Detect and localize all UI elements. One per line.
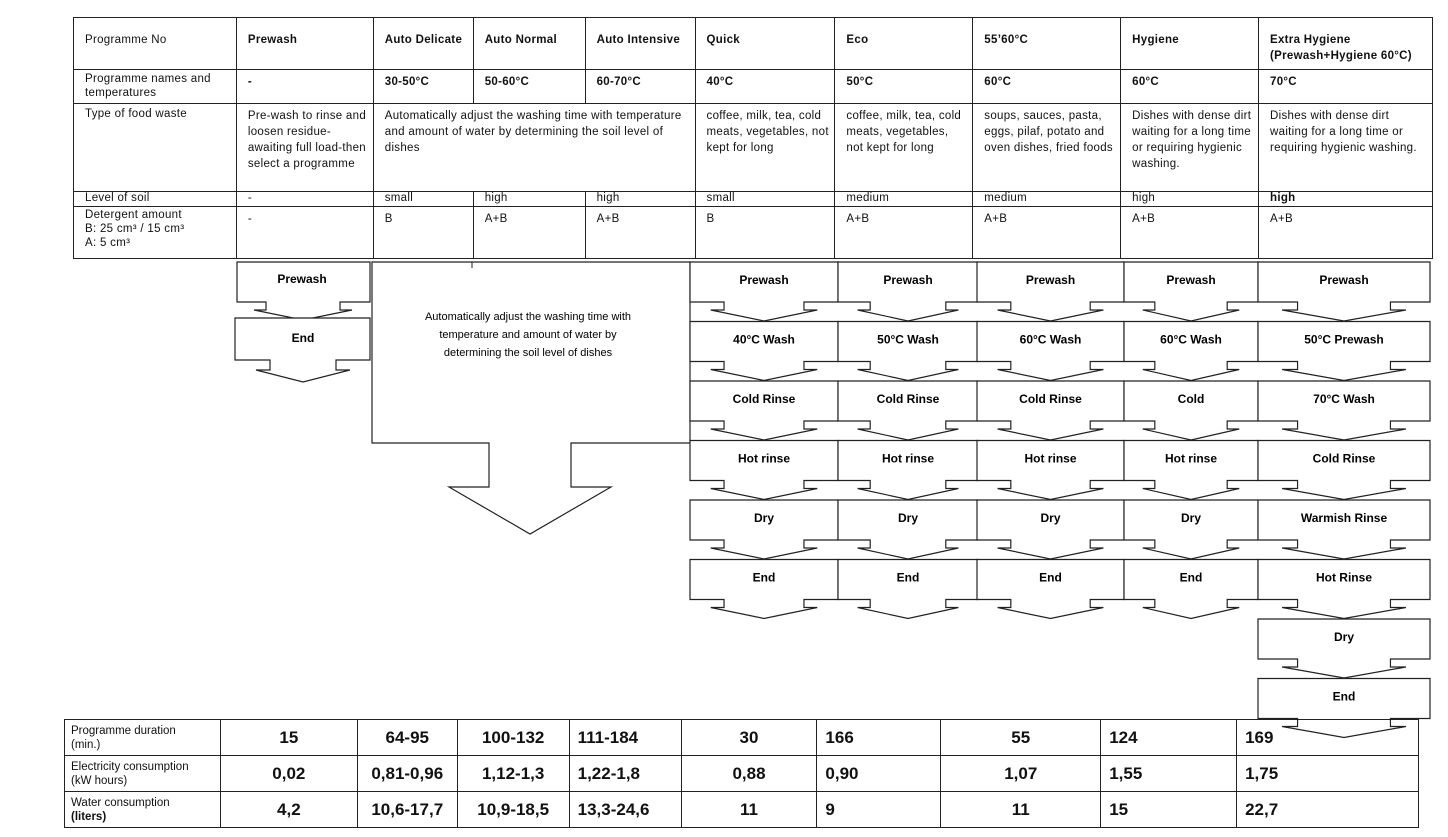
electricity-cell: 1,22-1,8 — [569, 756, 681, 792]
auto-text-line: determining the soil level of dishes — [443, 347, 613, 359]
flow-step-shape — [690, 262, 838, 321]
detergent-a: A: 5 cm³ — [85, 237, 131, 249]
row-label-soil: Level of soil — [74, 192, 237, 207]
flow-step-shape — [1124, 262, 1258, 321]
flow-step-label: Prewash — [1166, 273, 1216, 287]
flow-step-label: Prewash — [277, 272, 327, 286]
temp-cell: 60-70°C — [585, 70, 695, 104]
flow-step-label: Hot rinse — [881, 451, 935, 466]
flow-step-shape — [690, 560, 838, 619]
electricity-cell: 0,02 — [220, 756, 357, 792]
soil-cell: - — [236, 192, 373, 207]
duration-cell: 111-184 — [569, 720, 681, 756]
flow-step-shape — [838, 322, 978, 381]
flow-step-columns — [690, 262, 1430, 738]
temp-cell: - — [236, 70, 373, 104]
flow-step-shape — [838, 381, 978, 440]
flow-step-shape — [977, 500, 1124, 559]
detergent-cell: A+B — [1121, 207, 1259, 259]
duration-cell: 64-95 — [357, 720, 457, 756]
food-auto: Automatically adjust the washing time with temperature and amount of water by determining the soil level of dishes — [373, 104, 695, 192]
duration-cell: 124 — [1101, 720, 1237, 756]
food-55-60: soups, sauces, pasta, eggs, pilaf, potato and oven dishes, fried foods — [973, 104, 1121, 192]
soil-cell: medium — [835, 192, 973, 207]
flow-step-shape — [1124, 322, 1258, 381]
soil-cell: medium — [973, 192, 1121, 207]
duration-cell: 100-132 — [457, 720, 569, 756]
temp-cell: 60°C — [973, 70, 1121, 104]
flow-step-shape — [690, 381, 838, 440]
header-55-60: 55’60°C — [973, 18, 1121, 70]
auto-arrow-shape — [372, 262, 690, 534]
flow-step-shape — [1258, 441, 1430, 500]
temp-cell: 50-60°C — [473, 70, 585, 104]
flow-step-label: Prewash — [1025, 273, 1076, 287]
flow-step-label: Prewash — [883, 273, 933, 287]
flow-step-shape — [977, 322, 1124, 381]
flow-step-shape — [977, 560, 1124, 619]
soil-cell: small — [695, 192, 835, 207]
detergent-cell: A+B — [585, 207, 695, 259]
flow-step-shape — [838, 441, 978, 500]
water-cell: 10,6-17,7 — [357, 792, 457, 828]
flow-step-shape — [977, 441, 1124, 500]
electricity-cell: 1,55 — [1101, 756, 1237, 792]
detergent-cell: B — [373, 207, 473, 259]
flow-step-shape — [1258, 381, 1430, 440]
electricity-cell: 1,75 — [1237, 756, 1419, 792]
flow-step-label: Cold Rinse — [732, 392, 796, 406]
flow-step-label: Cold Rinse — [1019, 392, 1082, 406]
flow-step-shape — [1124, 500, 1258, 559]
temp-cell: 60°C — [1121, 70, 1259, 104]
electricity-cell: 0,90 — [817, 756, 941, 792]
flow-step-label: Prewash — [739, 273, 789, 287]
detergent-cell: - — [236, 207, 373, 259]
flow-step-label: Dry — [1040, 511, 1061, 525]
header-eco: Eco — [835, 18, 973, 70]
row-label-water — [65, 792, 221, 828]
flow-step-shape — [1124, 560, 1258, 619]
flow-step-label: 60°C Wash — [1160, 332, 1222, 347]
flow-step-shape — [690, 441, 838, 500]
duration-cell: 15 — [220, 720, 357, 756]
flow-step-shape — [1124, 381, 1258, 440]
flow-step-shape — [1124, 441, 1258, 500]
flow-step-label: 50°C Wash — [877, 332, 939, 347]
flow-step-label: Hot rinse — [1024, 451, 1077, 466]
temp-cell: 70°C — [1259, 70, 1433, 104]
duration-cell: 55 — [941, 720, 1101, 756]
flow-step-label: Cold Rinse — [876, 392, 940, 406]
duration-cell: 166 — [817, 720, 941, 756]
temp-cell: 40°C — [695, 70, 835, 104]
flow-step-label: 60°C Wash — [1019, 332, 1082, 347]
flow-step-label: End — [1332, 689, 1356, 704]
duration-label: Programme duration — [71, 724, 176, 737]
soil-cell: high — [1259, 192, 1433, 207]
flow-step-label: Dry — [1333, 630, 1355, 644]
flow-step-label: Dry — [897, 511, 919, 525]
row-label-food-waste: Type of food waste — [74, 104, 237, 192]
duration-row — [65, 720, 1419, 756]
flow-step-label: Hot rinse — [1164, 451, 1218, 466]
detergent-label: Detergent amount — [85, 209, 182, 221]
auto-text-line: temperature and amount of water by — [439, 329, 617, 341]
header-auto-intensive: Auto Intensive — [585, 18, 695, 70]
electricity-cell: 0,81-0,96 — [357, 756, 457, 792]
food-quick: coffee, milk, tea, cold meats, vegetables, not kept for long — [695, 104, 835, 192]
electricity-cell: 1,07 — [941, 756, 1101, 792]
flow-step-shape — [977, 262, 1124, 321]
flow-step-shape — [1258, 322, 1430, 381]
water-cell: 10,9-18,5 — [457, 792, 569, 828]
row-label-duration — [65, 720, 221, 756]
electricity-label: Electricity consumption — [71, 760, 189, 773]
flow-step-shape — [235, 318, 370, 382]
flow-step-label: End — [896, 570, 920, 585]
detergent-cell: A+B — [973, 207, 1121, 259]
flow-auto-column — [372, 262, 690, 534]
header-auto-delicate: Auto Delicate — [373, 18, 473, 70]
flow-step-shape — [1258, 262, 1430, 321]
row-label-electricity — [65, 756, 221, 792]
flow-step-shape — [838, 500, 978, 559]
flow-step-shape — [690, 500, 838, 559]
soil-cell: high — [1121, 192, 1259, 207]
header-extra-hygiene: Extra Hygiene (Prewash+Hygiene 60°C) — [1259, 18, 1433, 70]
water-row — [65, 792, 1419, 828]
flow-step-label: 50°C Prewash — [1304, 332, 1384, 347]
row-label-temperatures: Programme names and temperatures — [74, 70, 237, 104]
flow-step-label: Dry — [753, 511, 775, 525]
flow-step-label: End — [752, 570, 776, 585]
flow-step-shape — [977, 381, 1124, 440]
header-programme-no: Programme No — [74, 18, 237, 70]
water-cell: 13,3-24,6 — [569, 792, 681, 828]
flow-step-label: End — [1179, 570, 1203, 585]
flow-step-shape — [838, 560, 978, 619]
soil-cell: high — [473, 192, 585, 207]
electricity-cell: 0,88 — [681, 756, 817, 792]
detergent-cell: B — [695, 207, 835, 259]
detergent-cell: A+B — [835, 207, 973, 259]
duration-cell: 169 — [1237, 720, 1419, 756]
flow-step-label: Hot Rinse — [1315, 570, 1373, 585]
food-hygiene: Dishes with dense dirt waiting for a long time or requiring hygienic washing. — [1121, 104, 1259, 192]
flow-step-label: Warmish Rinse — [1300, 511, 1388, 525]
flow-step-shape — [690, 322, 838, 381]
food-eco: coffee, milk, tea, cold meats, vegetables, not kept for long — [835, 104, 973, 192]
flow-step-label: End — [1039, 570, 1062, 585]
water-cell: 11 — [941, 792, 1101, 828]
temp-cell: 30-50°C — [373, 70, 473, 104]
flow-step-label: Hot rinse — [737, 451, 791, 466]
duration-cell: 30 — [681, 720, 817, 756]
food-prewash: Pre-wash to rinse and loosen residue-awaiting full load-then select a programme — [236, 104, 373, 192]
detergent-cell: A+B — [473, 207, 585, 259]
electricity-unit: (kW hours) — [71, 774, 128, 787]
water-cell: 22,7 — [1237, 792, 1419, 828]
food-extra-hygiene: Dishes with dense dirt waiting for a long time or requiring hygienic washing. — [1259, 104, 1433, 192]
electricity-row — [65, 756, 1419, 792]
header-quick: Quick — [695, 18, 835, 70]
temp-cell: 50°C — [835, 70, 973, 104]
flow-step-shape — [1258, 500, 1430, 559]
soil-cell: small — [373, 192, 473, 207]
flow-step-shape — [1258, 619, 1430, 678]
water-label: Water consumption — [71, 796, 170, 809]
flow-step-label: Prewash — [1319, 273, 1369, 287]
flow-step-shape — [1258, 560, 1430, 619]
water-cell: 15 — [1101, 792, 1237, 828]
water-cell: 4,2 — [220, 792, 357, 828]
flow-step-label: 40°C Wash — [733, 332, 795, 347]
water-cell: 9 — [817, 792, 941, 828]
flow-step-shape — [838, 262, 978, 321]
flow-step-label: End — [291, 331, 315, 345]
header-hygiene: Hygiene — [1121, 18, 1259, 70]
water-cell: 11 — [681, 792, 817, 828]
electricity-cell: 1,12-1,3 — [457, 756, 569, 792]
flow-prewash-column — [235, 262, 370, 382]
flow-step-label: Cold — [1177, 392, 1205, 406]
consumption-table — [64, 719, 1419, 828]
flow-step-label: 70°C Wash — [1313, 392, 1375, 406]
soil-cell: high — [585, 192, 695, 207]
auto-text-line: Automatically adjust the washing time with — [424, 311, 632, 323]
flow-step-label: Dry — [1180, 511, 1202, 525]
water-unit: (liters) — [71, 810, 107, 823]
header-auto-normal: Auto Normal — [473, 18, 585, 70]
flow-step-label: Cold Rinse — [1312, 451, 1376, 466]
flow-step-shape — [237, 262, 370, 320]
detergent-b: B: 25 cm³ / 15 cm³ — [85, 223, 185, 235]
duration-unit: (min.) — [71, 738, 101, 751]
header-prewash: Prewash — [236, 18, 373, 70]
detergent-cell: A+B — [1259, 207, 1433, 259]
